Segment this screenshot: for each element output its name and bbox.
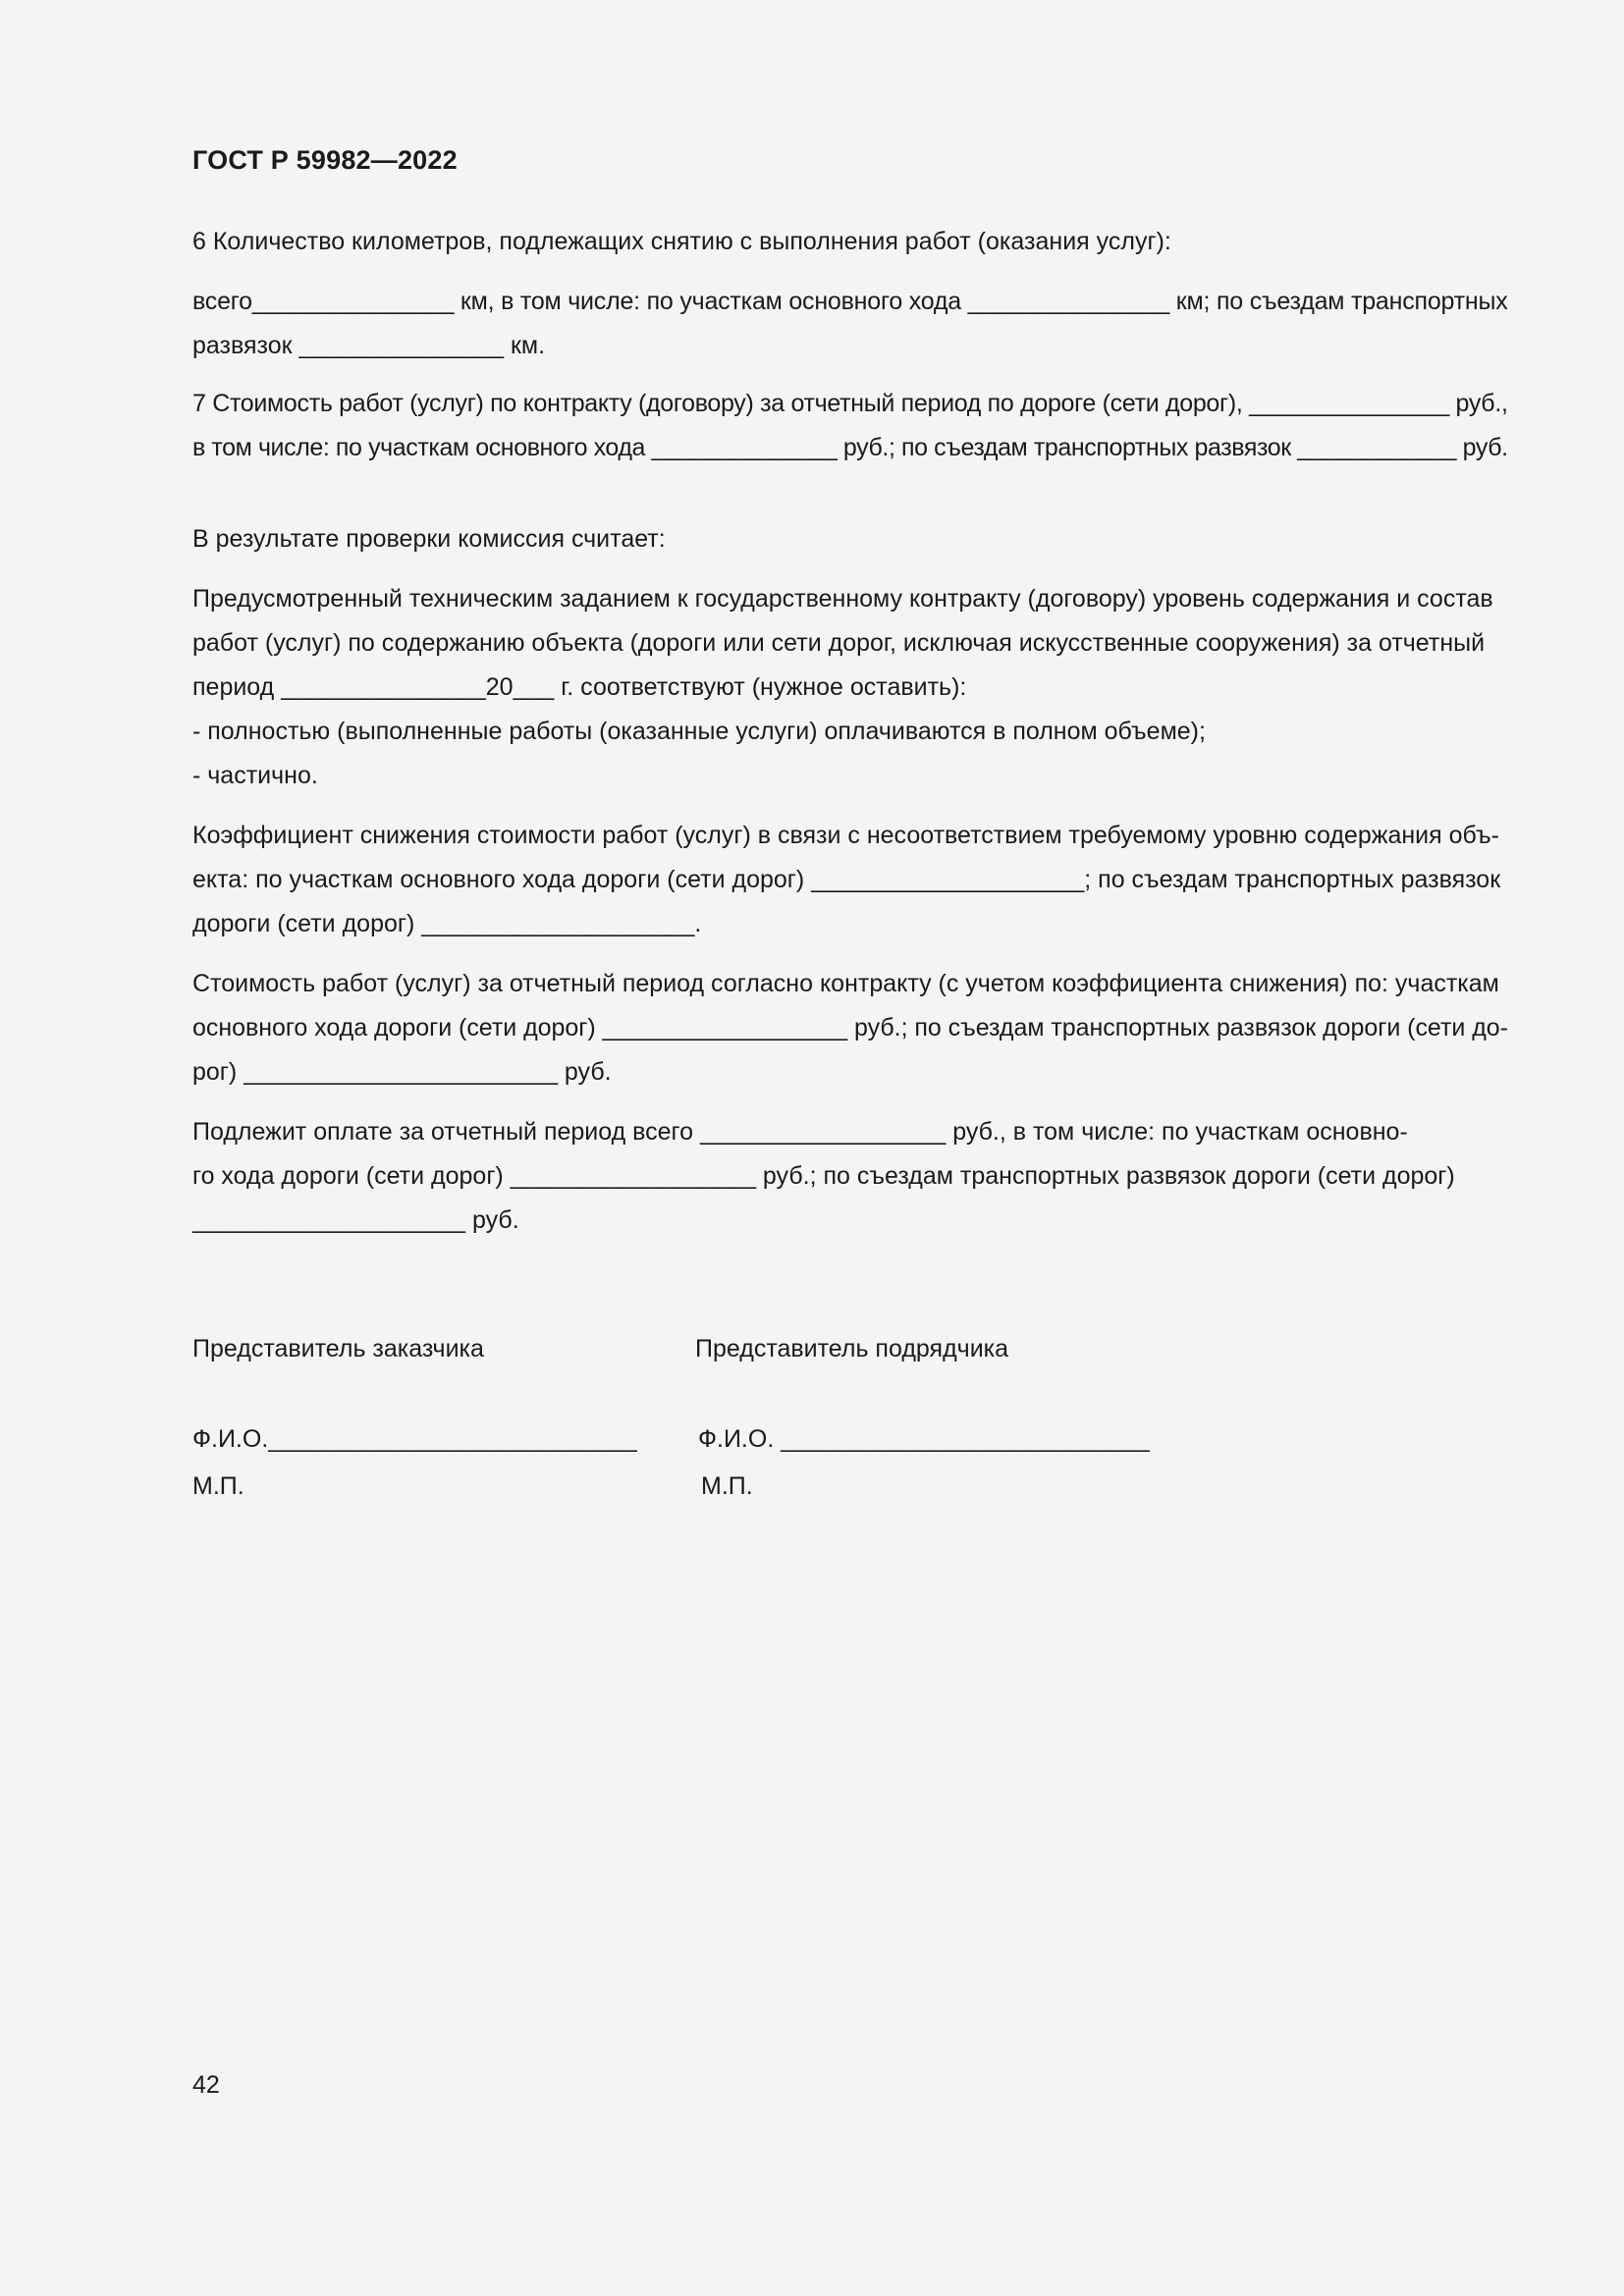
customer-seal: М.П. [192,1472,244,1500]
conclusion-line-2: работ (услуг) по содержанию объекта (дороги или сети дорог, исключая искусственные сооружения) за отчетный [192,629,1486,657]
conclusion-intro: В результате проверки комиссия считает: [192,525,666,553]
cost-line-2: основного хода дороги (сети дорог) __________________ руб.; по съездам транспортных развязок дороги (сети до- [192,1014,1508,1041]
contractor-representative-label: Представитель подрядчика [695,1335,1009,1362]
coefficient-paragraph [192,814,1508,946]
page-number: 42 [192,2071,220,2099]
pay-line-2: го хода дороги (сети дорог) __________________ руб.; по съездам транспортных развязок дороги (сети дорог) [192,1162,1455,1190]
document-body [192,220,1508,1243]
pay-line-1: Подлежит оплате за отчетный период всего __________________ руб., в том числе: по участкам основно- [192,1118,1408,1146]
cost-line-3: рог) _______________________ руб. [192,1058,612,1086]
standard-title: ГОСТ Р 59982—2022 [192,145,458,175]
conclusion-paragraph [192,577,1508,798]
pay-line-3: ____________________ руб. [192,1206,519,1234]
section-6-km [192,280,1508,368]
contractor-seal: М.П. [701,1472,753,1500]
cost-paragraph [192,962,1508,1095]
coef-line-2: екта: по участкам основного хода дороги (сети дорог) ____________________; по съездам транспортных развязок [192,866,1501,893]
section-7-cost [192,382,1508,470]
section-6-title: 6 Количество километров, подлежащих снятию с выполнения работ (оказания услуг): [192,228,1171,255]
customer-representative-label: Представитель заказчика [192,1335,484,1362]
cost-line-1: Стоимость работ (услуг) за отчетный период согласно контракту (с учетом коэффициента снижения) по: участкам [192,970,1499,997]
payment-paragraph [192,1110,1508,1243]
section-6-line-2: развязок _______________ км. [192,332,546,359]
option-partial: - частично. [192,762,318,789]
option-full: - полностью (выполненные работы (оказанные услуги) оплачиваются в полном объеме); [192,718,1206,745]
contractor-name-field: Ф.И.О. ___________________________ [698,1425,1150,1453]
conclusion-line-3: период _______________20___ г. соответствуют (нужное оставить): [192,673,967,701]
coef-line-3: дороги (сети дорог) ____________________. [192,910,702,937]
section-7-line-2: в том числе: по участкам основного хода ______________ руб.; по съездам транспортных развязок ____________ руб. [192,434,1508,461]
conclusion-line-1: Предусмотренный техническим заданием к государственному контракту (договору) уровень содержания и состав [192,585,1493,613]
customer-name-field: Ф.И.О.___________________________ [192,1425,637,1453]
section-7-line-1: 7 Стоимость работ (услуг) по контракту (договору) за отчетный период по дороге (сети дорог), _______________ руб., [192,390,1508,417]
section-6-line-1: всего_______________ км, в том числе: по участкам основного хода _______________ км; по съездам транспортных [192,288,1508,315]
coef-line-1: Коэффициент снижения стоимости работ (услуг) в связи с несоответствием требуемому уровню содержания объ- [192,822,1499,849]
